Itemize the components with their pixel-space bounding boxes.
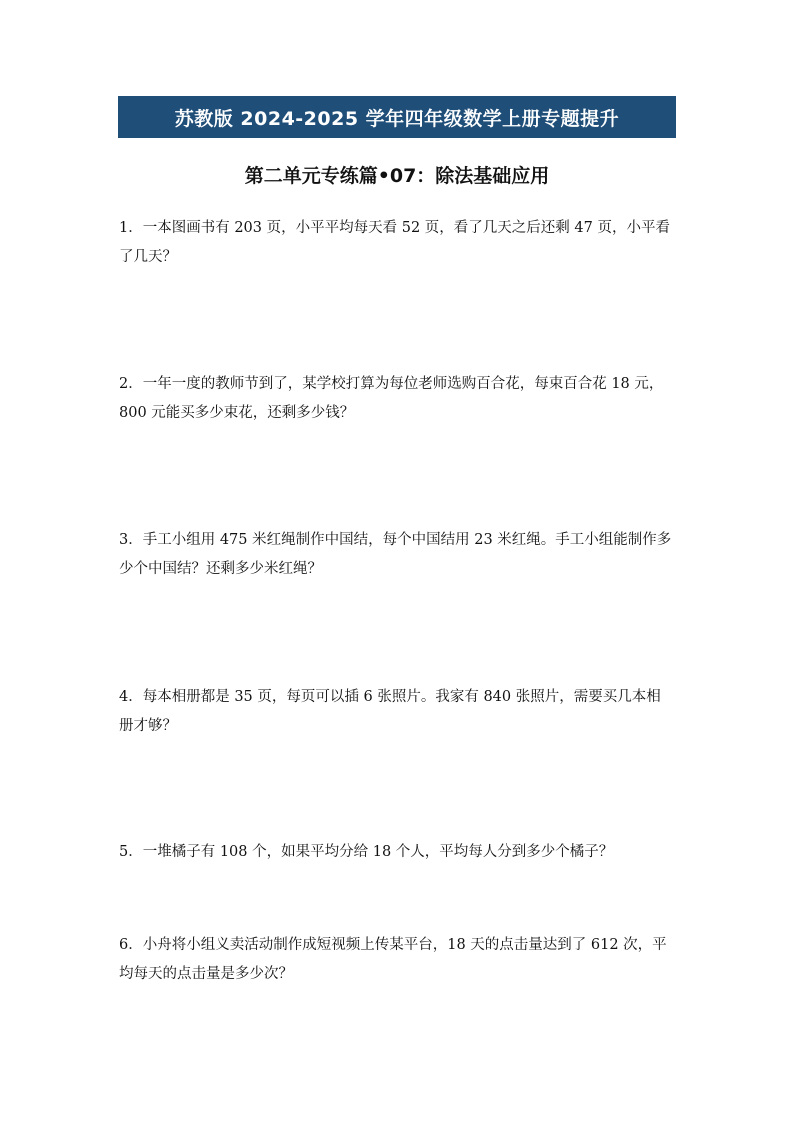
question-6: 6．小舟将小组义卖活动制作成短视频上传某平台，18 天的点击量达到了 612 次，平均每天的点击量是多少次？ <box>119 937 667 982</box>
question-2: 2．一年一度的教师节到了，某学校打算为每位老师选购百合花，每束百合花 18 元，800 元能买多少束花，还剩多少钱？ <box>119 376 664 421</box>
question-1: 1．一本图画书有 203 页，小平平均每天看 52 页，看了几天之后还剩 47 页，小平看了几天？ <box>119 220 670 265</box>
question-5: 5．一堆橘子有 108 个，如果平均分给 18 个人，平均每人分到多少个橘子？ <box>119 844 614 860</box>
question-3: 3．手工小组用 475 米红绳制作中国结，每个中国结用 23 米红绳。手工小组能制作多少个中国结？还剩多少米红绳？ <box>119 532 672 577</box>
title-banner <box>118 96 676 138</box>
banner-title: 苏教版 2024-2025 学年四年级数学上册专题提升 <box>174 107 620 130</box>
question-4: 4．每本相册都是 35 页，每页可以插 6 张照片。我家有 840 张照片，需要买几本相册才够？ <box>119 689 661 734</box>
unit-subtitle: 第二单元专练篇•07：除法基础应用 <box>244 165 550 187</box>
